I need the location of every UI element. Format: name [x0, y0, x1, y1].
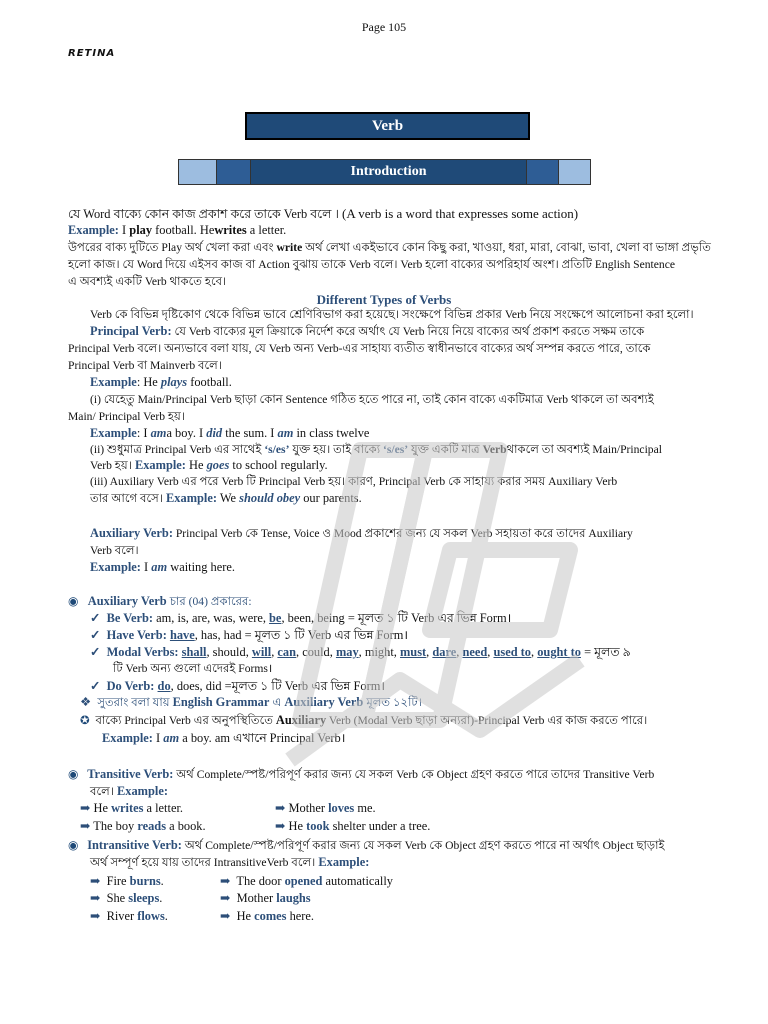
principal-rule-1: (i) যেহেতু Main/Principal Verb ছাড়া কোন Sentence গঠিত হতে পারে না, তাই কোন বাক্যে একটিমাত্র Verb থাকলে তা অবশ্যই	[90, 393, 654, 406]
target-bullet-icon: ◉	[68, 594, 79, 608]
arrow-icon: ➡	[90, 891, 101, 905]
bar-cell	[527, 160, 559, 184]
intro-line-1: যে Word বাক্যে কোন কাজ প্রকাশ করে তাকে Verb বলে । (A verb is a word that expresses some action)	[68, 206, 579, 221]
transitive-example: ➡ The boy reads a book.	[80, 819, 206, 833]
types-intro: Verb কে বিভিন্ন দৃষ্টিকোণ থেকে বিভিন্ন ভাবে শ্রেণিবিভাগ করা হয়েছে। সংক্ষেপে বিভিন্ন প্রকার Verb নিয়ে সংক্ষেপে আলোচনা করা হলো।	[90, 308, 694, 321]
arrow-icon: ➡	[220, 891, 231, 905]
bar-cell	[179, 160, 217, 184]
intransitive-example: ➡ She sleeps.	[90, 891, 163, 905]
principal-line-1: Principal Verb: যে Verb বাক্যের মূল ক্রিয়াকে নির্দেশ করে অর্থাৎ যে Verb নিয়ে নিয়ে বাক্যের অর্থ প্রকাশ করতে সক্ষম তাকে	[90, 324, 645, 338]
principal-line-3: Principal Verb বা Mainverb বলে।	[68, 359, 222, 372]
note-example: Example: I am a boy. am এখানে Principal Verb।	[102, 731, 346, 745]
intro-line-5: এ অবশ্যই একটি Verb থাকতে হবে।	[68, 275, 227, 288]
intro-heading: Introduction	[251, 160, 527, 184]
auxiliary-example: Example: I am waiting here.	[90, 560, 235, 574]
transitive-example: ➡ He took shelter under a tree.	[275, 819, 431, 833]
target-bullet-icon: ◉	[68, 838, 79, 852]
arrow-icon: ➡	[90, 874, 101, 888]
arrow-icon: ➡	[80, 819, 91, 833]
principal-rule-3: (iii) Auxiliary Verb এর পরে Verb টি Principal Verb হয়। কারণ, Principal Verb কে সাহায্য করার সময় Auxiliary Verb	[90, 475, 618, 488]
intransitive-example: ➡ The door opened automatically	[220, 874, 393, 888]
note-line: ✪ বাক্যে Principal Verb এর অনুপস্থিতিতে Auxiliary Verb (Modal Verb ছাড়া অন্যরা)-Principal Verb এর কাজ করতে পারে।	[80, 713, 648, 727]
intro-line-3: উপরের বাক্য দুটিতে Play অর্থ খেলা করা এবং write অর্থ লেখা একইভাবে কোন কিছু করা, খাওয়া, ধরা, মারা, বোঝা, ভাবা, খেলা বা ভাঙ্গা প্রভৃতি	[68, 241, 711, 254]
arrow-icon: ➡	[80, 801, 91, 815]
transitive-line-1: ◉ Transitive Verb: অর্থ Complete/স্পষ্ট/পরিপূর্ণ করার জন্য যে সকল Verb কে Object গ্রহণ করতে পারে তাদের Transitive Verb	[68, 767, 655, 781]
principal-example-4: তার আগে বসে। Example: We should obey our parents.	[90, 491, 362, 505]
check-icon: ✓	[90, 628, 101, 642]
summary-line: ❖ সুতরাং বলা যায় English Grammar এ Auxiliary Verb মূলত ১২টি।	[80, 695, 422, 709]
auxiliary-line-1: Auxiliary Verb: Principal Verb কে Tense, Voice ও Mood প্রকাশের জন্য যে সকল Verb সহায়তা করে তাদের Auxiliary	[90, 526, 633, 540]
types-heading: Different Types of Verbs	[316, 292, 452, 307]
aux-list-heading: ◉ Auxiliary Verb চার (04) প্রকারের:	[68, 594, 252, 608]
principal-line-2: Principal Verb বলে। অন্যভাবে বলা যায়, যে Verb অন্য Verb-এর সাহায্য ব্যতীত স্বাধীনভাবে বাক্যের অর্থ সম্পন্ন করতে পারে, তাকে	[68, 342, 651, 355]
modal-verb-item: ✓ Modal Verbs: shall, should, will, can, could, may, might, must, dare, need, used to, ought to = মূলত ৯	[90, 645, 631, 659]
intransitive-example: ➡ Mother laughs	[220, 891, 311, 905]
modal-verb-item-cont: টি Verb অন্য গুলো এদেরই Forms।	[113, 662, 273, 675]
check-icon: ✓	[90, 679, 101, 693]
bar-cell	[559, 160, 590, 184]
intro-example: Example: I play football. Hewrites a letter.	[68, 223, 287, 237]
principal-example-1: Example: He plays football.	[90, 375, 232, 389]
be-verb-item: ✓ Be Verb: am, is, are, was, were, be, been, being = মূলত ১ টি Verb এর ভিন্ন Form।	[90, 611, 512, 625]
principal-rule-2: (ii) শুধুমাত্র Principal Verb এর সাথেই ‘s/es’ যুক্ত হয়। তাই বাক্যে ‘s/es’ যুক্ত একটি মাত্র Verbথাকলে তা অবশ্যই Main/Principal	[90, 443, 662, 456]
diamond-bullet-icon: ❖	[80, 695, 92, 709]
principal-example-2: Example: I ama boy. I did the sum. I am in class twelve	[90, 426, 370, 440]
intransitive-example: ➡ Fire burns.	[90, 874, 164, 888]
transitive-line-2: বলে। Example:	[90, 784, 168, 798]
page-number: Page 105	[361, 20, 407, 34]
arrow-icon: ➡	[275, 801, 286, 815]
intransitive-line-2: অর্থ সম্পূর্ণ হয়ে যায় তাদের IntransitiveVerb বলে। Example:	[90, 855, 370, 869]
principal-rule-1b: Main/ Principal Verb হয়।	[68, 410, 185, 423]
arrow-icon: ➡	[275, 819, 286, 833]
principal-example-3: Verb হয়। Example: He goes to school regularly.	[90, 458, 328, 472]
title-box: Verb	[245, 112, 530, 140]
intro-heading-bar	[178, 159, 591, 185]
check-icon: ✓	[90, 611, 101, 625]
arrow-icon: ➡	[220, 874, 231, 888]
have-verb-item: ✓ Have Verb: have, has, had = মূলত ১ টি Verb এর ভিন্ন Form।	[90, 628, 409, 642]
bar-cell	[217, 160, 251, 184]
star-bullet-icon: ✪	[80, 714, 90, 727]
intransitive-example: ➡ He comes here.	[220, 909, 315, 923]
transitive-example: ➡ Mother loves me.	[275, 801, 376, 815]
auxiliary-line-2: Verb বলে।	[90, 544, 139, 557]
check-icon: ✓	[90, 645, 101, 659]
transitive-example: ➡ He writes a letter.	[80, 801, 183, 815]
arrow-icon: ➡	[90, 909, 101, 923]
intransitive-example: ➡ River flows.	[90, 909, 168, 923]
intro-line-4: হলো কাজ। যে Word দিয়ে এইসব কাজ বা Action বুঝায় তাকে Verb বলে। Verb হলো বাক্যের অপরিহার্য অংশ। প্রতিটি English Sentence	[68, 258, 675, 271]
logo-text: RETINA	[68, 48, 116, 59]
intransitive-line-1: ◉ Intransitive Verb: অর্থ Complete/স্পষ্ট/পরিপূর্ণ করার জন্য যে সকল Verb কে Object গ্রহণ করতে পারে না অর্থাৎ Object ছাড়াই	[68, 838, 665, 852]
do-verb-item: ✓ Do Verb: do, does, did =মূলত ১ টি Verb এর ভিন্ন Form।	[90, 679, 386, 693]
target-bullet-icon: ◉	[68, 767, 79, 781]
arrow-icon: ➡	[220, 909, 231, 923]
